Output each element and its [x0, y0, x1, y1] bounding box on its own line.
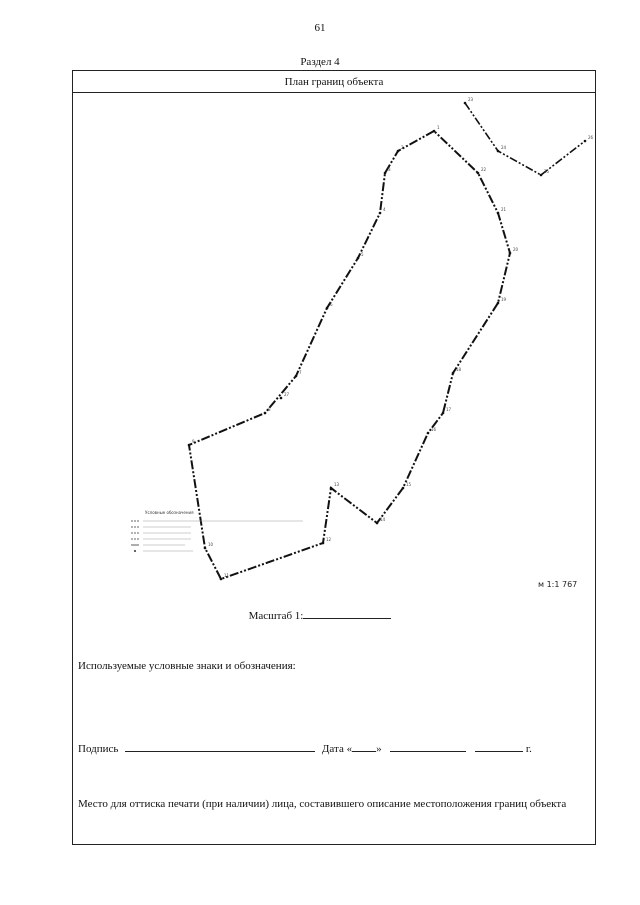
- page-number: 61: [314, 22, 326, 34]
- vertex-label: 24: [501, 145, 507, 150]
- vertex-label: 22: [481, 167, 487, 172]
- vertex-label: 2: [401, 145, 404, 150]
- adjacent-boundary-line: [465, 103, 585, 175]
- vertex-label: 5: [361, 252, 364, 257]
- date-day-blank[interactable]: [352, 740, 376, 752]
- vertex-label: 7: [299, 370, 302, 375]
- vertex-label: 20: [513, 247, 519, 252]
- vertex-label: 15: [406, 482, 412, 487]
- date-year-blank[interactable]: [475, 740, 523, 752]
- vertex-label: 27: [284, 392, 290, 397]
- stamp-placeholder-text: Место для оттиска печати (при наличии) лица, составившего описание местоположения границ объекта: [78, 798, 567, 810]
- year-suffix: г.: [525, 743, 532, 755]
- scale-label: Масштаб 1:: [248, 610, 304, 622]
- vertex-label: 4: [383, 207, 386, 212]
- vertex-label: 13: [334, 482, 340, 487]
- vertex-label: 16: [431, 427, 437, 432]
- vertex-label: 1: [437, 125, 440, 130]
- vertex-label: 3: [388, 167, 391, 172]
- vertex-label: 21: [501, 207, 507, 212]
- signature-blank[interactable]: [125, 740, 315, 752]
- vertex-label: 19: [501, 297, 507, 302]
- vertex-label: 6: [330, 302, 333, 307]
- signature-row: [78, 740, 532, 755]
- signature-label: Подпись: [78, 743, 119, 755]
- vertex-label: 10: [208, 542, 214, 547]
- table-header: План границ объекта: [73, 71, 595, 93]
- vertex-label: 14: [380, 517, 386, 522]
- vertex-label: 9: [192, 439, 195, 444]
- map-legend: [131, 510, 303, 552]
- vertex-label: 26: [588, 135, 594, 140]
- date-close-quote: »: [376, 743, 382, 755]
- legend-heading: Используемые условные знаки и обозначения:: [78, 660, 296, 672]
- boundary-plan-frame: [72, 70, 596, 845]
- section-title: Раздел 4: [300, 56, 340, 68]
- date-month-blank[interactable]: [390, 740, 466, 752]
- vertex-label: 25: [544, 169, 550, 174]
- map-legend-title: Условные обозначения: [145, 510, 194, 515]
- scale-row: [0, 607, 640, 622]
- vertex-label: 17: [446, 407, 452, 412]
- vertex-label: 18: [456, 367, 462, 372]
- vertex-label: 8: [268, 407, 271, 412]
- map-scale-label: м 1:1 767: [538, 580, 578, 589]
- boundary-map: [73, 93, 595, 618]
- vertex-label: 23: [468, 97, 474, 102]
- scale-blank[interactable]: [303, 607, 391, 619]
- boundary-polygon: [189, 131, 510, 579]
- date-label: Дата «: [321, 743, 353, 755]
- vertex-label: 11: [224, 573, 230, 578]
- vertex-label: 12: [326, 537, 332, 542]
